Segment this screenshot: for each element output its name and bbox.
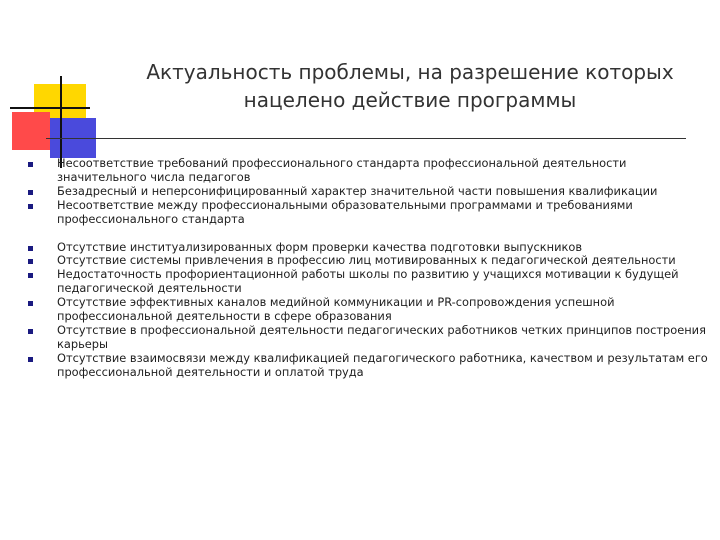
decor-red-square [12,112,50,150]
slide-title [110,58,710,114]
bullet-icon [28,259,33,264]
slide-title-line-2: нацелено действие программы [243,88,577,112]
bullet-icon [28,204,33,209]
title-underline [46,138,686,139]
list-item [28,199,708,227]
decor-horizontal-line [10,107,90,109]
list-item [28,241,708,255]
bullet-icon [28,357,33,362]
problem-list [28,157,708,380]
list-item-text: Недостаточность профориентационной работы школы по развитию у учащихся мотивации к будущей педагогической деятельности [57,267,679,296]
list-item [28,157,708,185]
list-item-text: Отсутствие институализированных форм проверки качества подготовки выпускников [57,239,583,254]
list-item-text: Несоответствие требований профессионального стандарта профессиональной деятельности значительного числа педагогов [57,156,627,184]
list-item [28,268,708,296]
list-item [28,324,708,352]
list-item [28,296,708,324]
list-item-text: Отсутствие системы привлечения в профессию лиц мотивированных к педагогической деятельности [57,253,676,268]
bullet-icon [28,162,33,167]
slide-title-line-1: Актуальность проблемы, на разрешение которых [146,60,674,84]
list-item-text: Отсутствие взаимосвязи между квалификацией педагогического работника, качеством и результатам его профессиональной деятельности и оплатой труда [57,350,708,379]
list-item [28,254,708,268]
bullet-icon [28,329,33,334]
list-item-text: Несоответствие между профессиональными образовательными программами и требованиями профессионального стандарта [57,197,633,226]
bullet-icon [28,190,33,195]
list-item [28,185,708,199]
list-item-text: Отсутствие в профессиональной деятельности педагогических работников четких принципов построения карьеры [57,322,706,351]
bullet-icon [28,246,33,251]
decor-vertical-line [60,76,62,168]
list-item-text: Безадресный и неперсонифицированный характер значительной части повышения квалификации [57,183,658,198]
list-item [28,352,708,380]
bullet-icon [28,301,33,306]
bullet-icon [28,273,33,278]
list-item-text: Отсутствие эффективных каналов медийной коммуникации и PR-сопровождения успешной профессиональной деятельности в сфере образования [57,295,615,324]
